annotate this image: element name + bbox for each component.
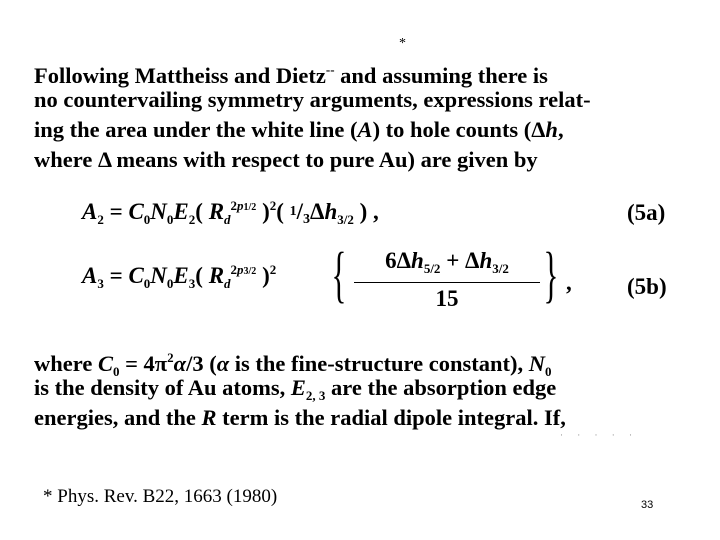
text-line-4: where Δ means with respect to pure Au) are given by (34, 147, 538, 172)
equation-5b-comma: , (566, 270, 572, 295)
equation-5b-fraction: { $6\Delta h_{5/2} + \Delta h_{3/2}$ 15 } (331, 241, 559, 311)
text-span: and assuming there is (340, 63, 548, 88)
equation-5a-label: (5a) (627, 200, 666, 225)
text-line-3 (34, 115, 684, 145)
footnote-citation: * Phys. Rev. B22, 1663 (1980) (43, 486, 278, 507)
footnote-marker: * (399, 36, 406, 51)
text-span: Following Mattheiss and Dietz (34, 63, 326, 88)
equation-5a: $A_2 = C_0N_0E_2$( $R_d^{2p1/2}$ )$^2$( $1/3\Delta h_{3/2}$ ) , (82, 198, 379, 227)
equation-5b-label: (5b) (627, 274, 667, 299)
text-line-7: energies, and the R term is the radial dipole integral. If, (34, 405, 566, 430)
text-span: ) to hole counts (Δ (372, 117, 546, 142)
text-line-1: Following Mattheiss and Dietz-- and assuming there is (34, 62, 548, 88)
text-span: ing the area under the white line ( (34, 117, 358, 142)
paragraph-intro (34, 55, 684, 175)
equation-5b-numerator: $6\Delta h_{5/2} + \Delta h_{3/2}$ (385, 248, 509, 276)
paragraph-definitions (34, 343, 684, 433)
text-line-6: is the density of Au atoms, $E_{2, 3}$ are the absorption edge (34, 375, 557, 403)
text-span: A (357, 117, 373, 142)
text-line-2: no countervailing symmetry arguments, expressions relat- (34, 87, 591, 112)
text-span: h (545, 117, 558, 142)
page-number: 33 (641, 499, 654, 511)
fraction-bar (354, 282, 540, 283)
equation-5b-denominator: 15 (435, 286, 459, 311)
text-span: , (557, 117, 564, 142)
text-line-5: where $C_0 = 4\pi^2\alpha/3$ (α is the fine-structure constant), $N_0$ (34, 350, 552, 379)
equation-5b: $A_3 = C_0N_0E_3$( $R_d^{2p3/2}$ )$^2$ (82, 262, 277, 291)
scan-artifact: · · · · · (560, 430, 638, 440)
